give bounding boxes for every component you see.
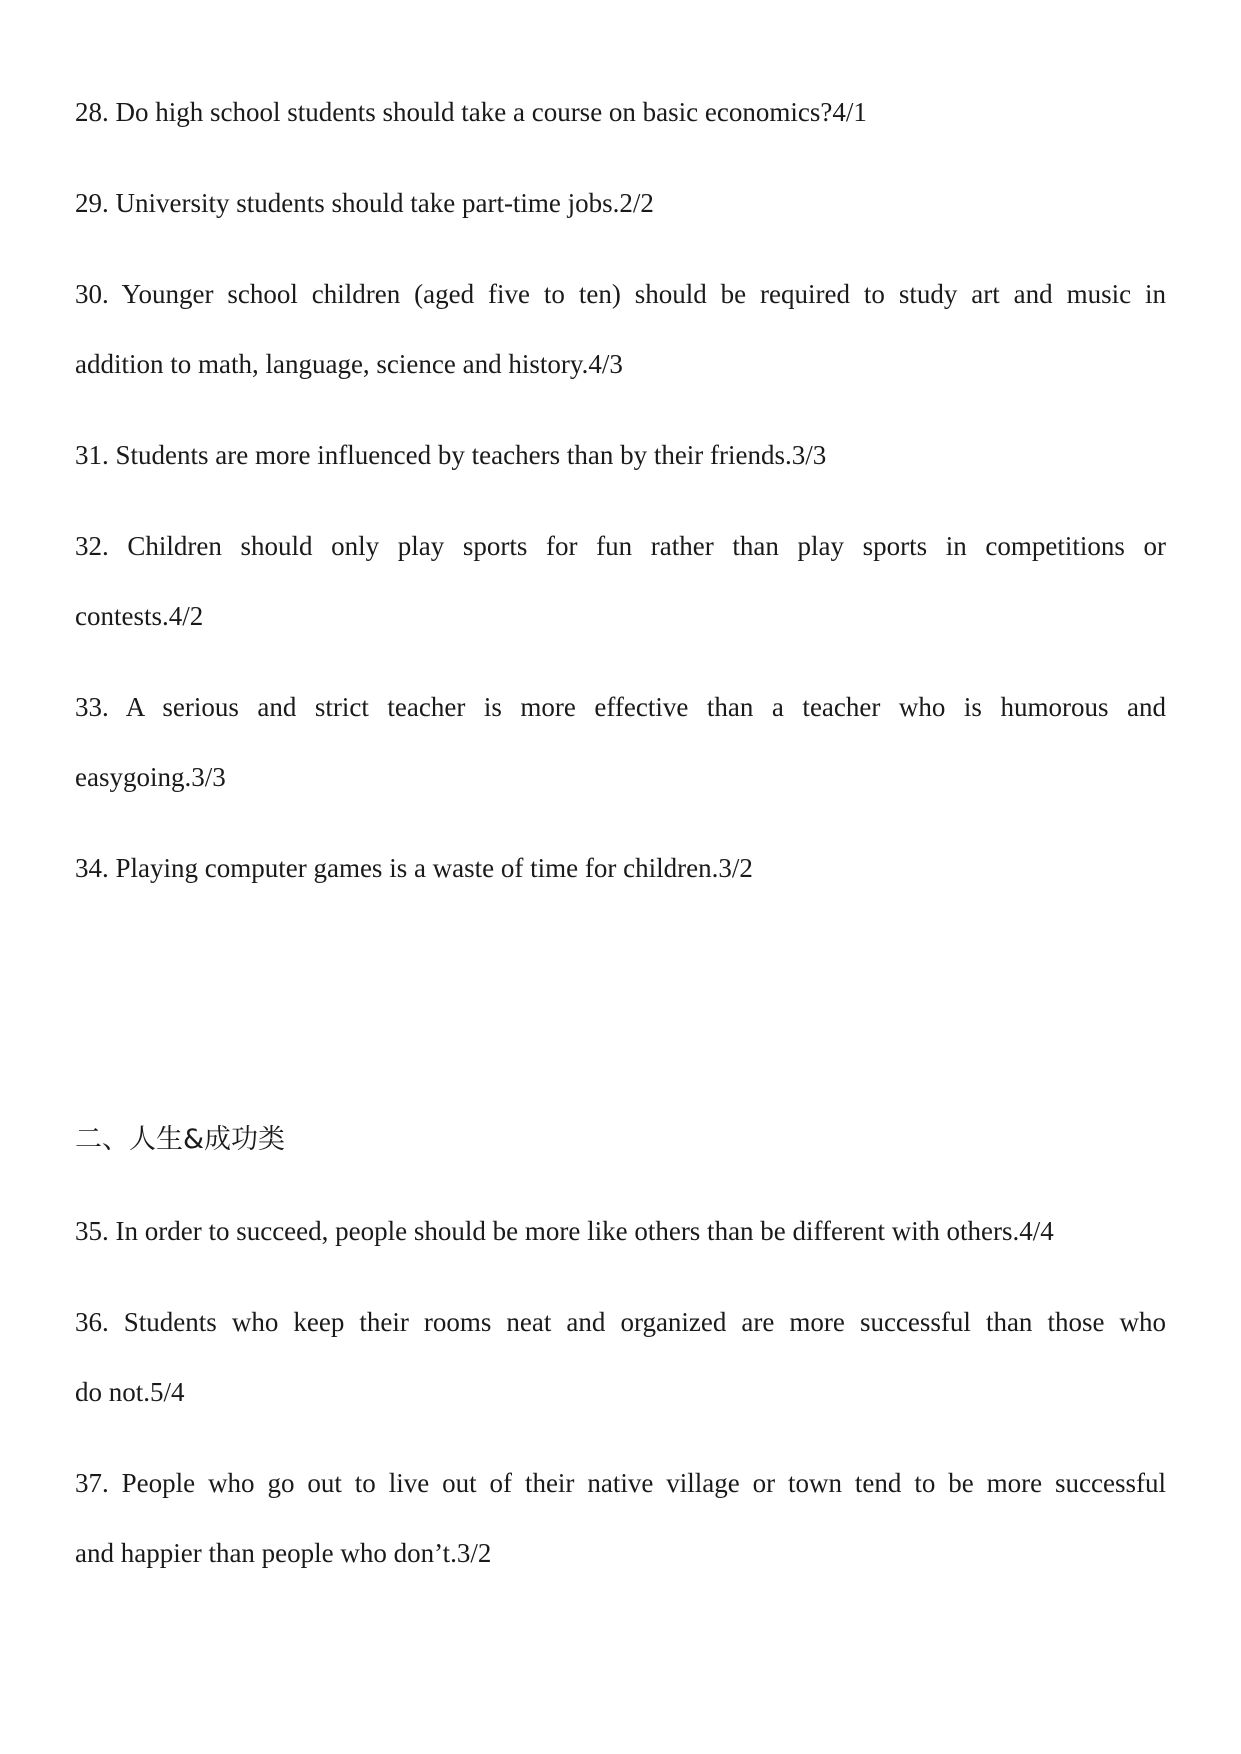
list-item-33-line-1: 33. A serious and strict teacher is more effective than a teacher who is humorous and (75, 692, 1166, 722)
list-item-29: 29. University students should take part-time jobs.2/2 (75, 188, 654, 218)
list-item-28: 28. Do high school students should take a course on basic economics?4/1 (75, 97, 867, 127)
list-item-30-line-2: addition to math, language, science and history.4/3 (75, 349, 623, 379)
list-item-37-line-1: 37. People who go out to live out of their native village or town tend to be more successful (75, 1468, 1166, 1498)
list-item-31: 31. Students are more influenced by teachers than by their friends.3/3 (75, 440, 827, 470)
section-heading: 二、人生&成功类 (75, 1124, 286, 1155)
list-item-30-line-1: 30. Younger school children (aged five to ten) should be required to study art and music in (75, 279, 1166, 309)
list-item-32-line-1: 32. Children should only play sports for fun rather than play sports in competitions or (75, 531, 1166, 561)
list-item-33-line-2: easygoing.3/3 (75, 762, 226, 792)
list-item-34: 34. Playing computer games is a waste of time for children.3/2 (75, 853, 753, 883)
list-item-35: 35. In order to succeed, people should be more like others than be different with others.4/4 (75, 1216, 1054, 1246)
list-item-32-line-2: contests.4/2 (75, 601, 204, 631)
list-item-36-line-1: 36. Students who keep their rooms neat and organized are more successful than those who (75, 1307, 1166, 1337)
list-item-36-line-2: do not.5/4 (75, 1377, 185, 1407)
list-item-37-line-2: and happier than people who don’t.3/2 (75, 1538, 492, 1568)
